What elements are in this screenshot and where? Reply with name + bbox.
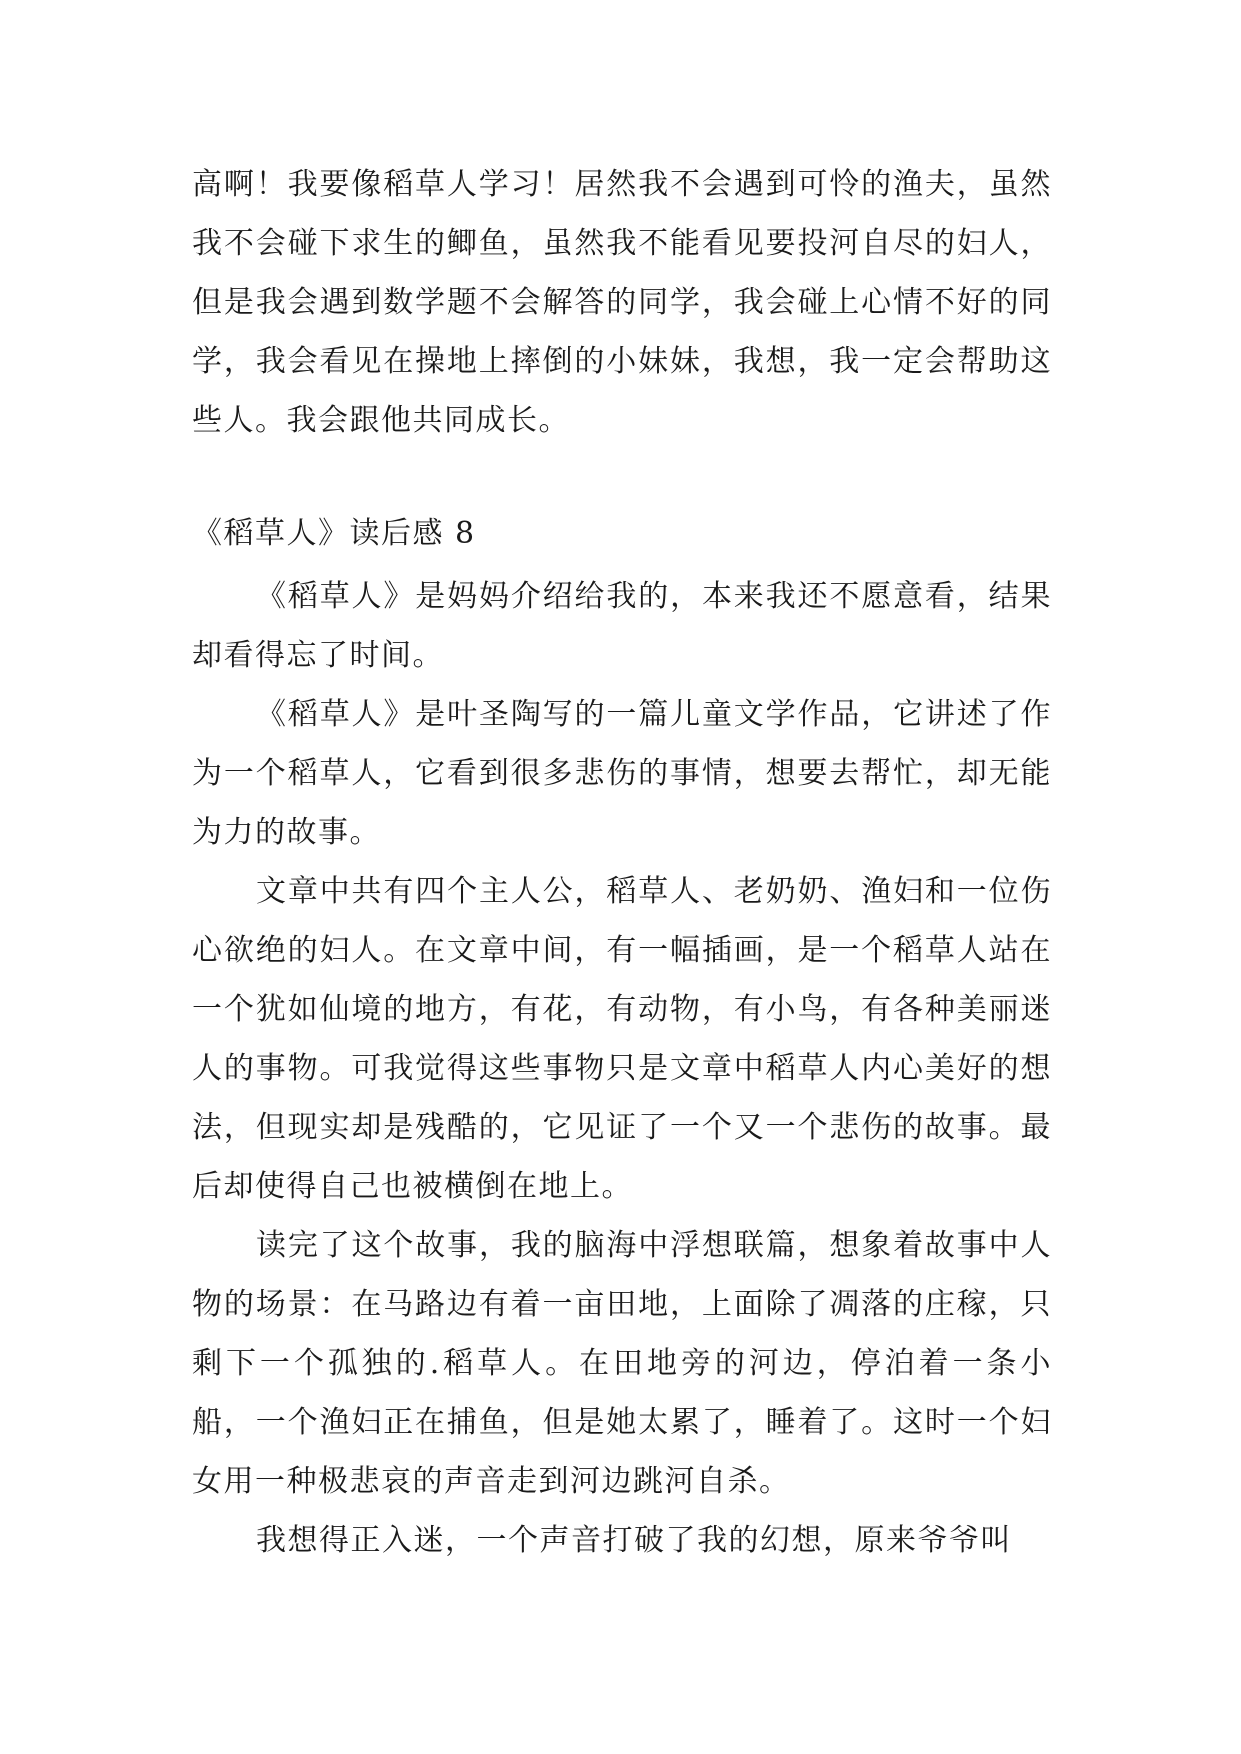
paragraph-4: 读完了这个故事，我的脑海中浮想联篇，想象着故事中人物的场景：在马路边有着一亩田地，上面除了凋落的庄稼，只剩下一个孤独的.稻草人。在田地旁的河边，停泊着一条小船，一个渔妇正在捕鱼，但是她太累了，睡着了。这时一个妇女用一种极悲哀的声音走到河边跳河自杀。 (192, 1228, 1052, 1499)
continued-paragraph: 高啊！我要像稻草人学习！居然我不会遇到可怜的渔夫，虽然我不会碰下求生的鲫鱼，虽然我不能看见要投河自尽的妇人，但是我会遇到数学题不会解答的同学，我会碰上心情不好的同学，我会看见在操地上摔倒的小妹妹，我想，我一定会帮助这些人。我会跟他共同成长。 (192, 167, 1052, 438)
paragraph-5: 我想得正入迷，一个声音打破了我的幻想，原来爷爷叫 (256, 1523, 1012, 1558)
paragraph-1: 《稻草人》是妈妈介绍给我的，本来我还不愿意看，结果却看得忘了时间。 (192, 579, 1052, 673)
section-title: 《稻草人》读后感 8 (192, 516, 476, 551)
paragraph-3: 文章中共有四个主人公，稻草人、老奶奶、渔妇和一位伤心欲绝的妇人。在文章中间，有一幅插画，是一个稻草人站在一个犹如仙境的地方，有花，有动物，有小鸟，有各种美丽迷人的事物。可我觉得这些事物只是文章中稻草人内心美好的想法，但现实却是残酷的，它见证了一个又一个悲伤的故事。最后却使得自己也被横倒在地上。 (192, 874, 1052, 1204)
article-body (192, 567, 1052, 1570)
paragraph-2: 《稻草人》是叶圣陶写的一篇儿童文学作品，它讲述了作为一个稻草人，它看到很多悲伤的事情，想要去帮忙，却无能为力的故事。 (192, 697, 1052, 850)
